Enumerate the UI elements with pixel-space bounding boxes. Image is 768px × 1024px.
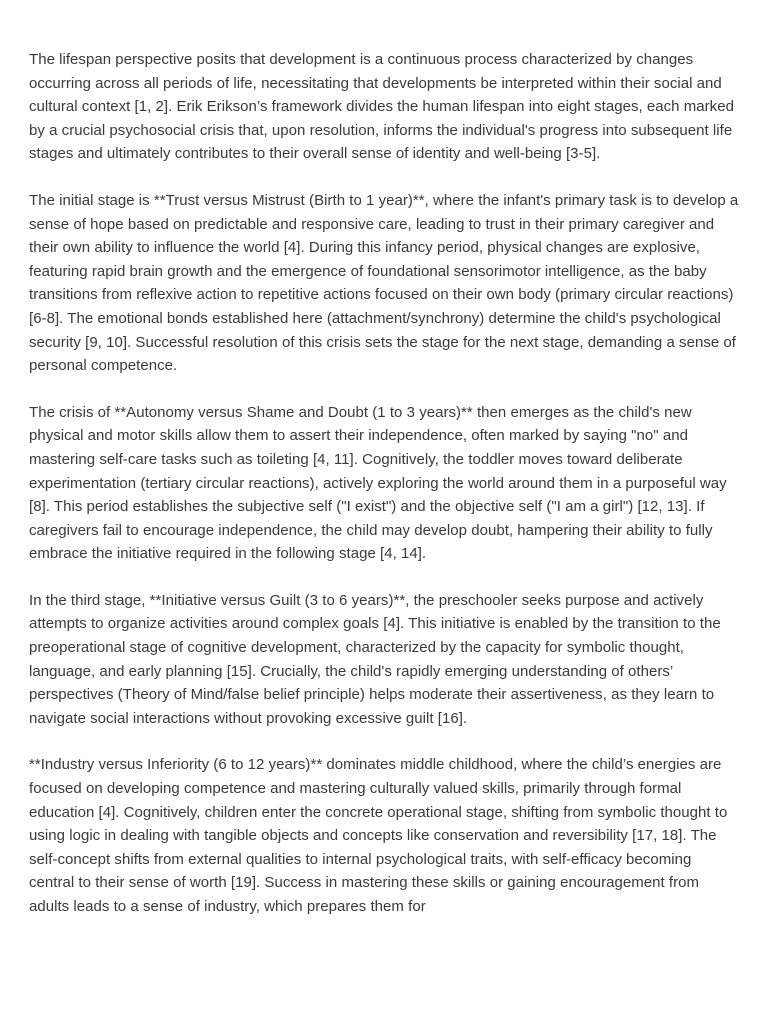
paragraph-intro: The lifespan perspective posits that development is a continuous process characterized by changes occurring across all periods of life, necessitating that developments be interpreted within their social and cultural context [1, 2]. Erik Erikson’s framework divides the human lifespan into eight stages, each marked by a crucial psychosocial crisis that, upon resolution, informs the individual's progress into subsequent life stages and ultimately contributes to their overall sense of identity and well-being [3-5]. [29, 51, 734, 163]
paragraph-trust-vs-mistrust: The initial stage is **Trust versus Mistrust (Birth to 1 year)**, where the infant's primary task is to develop a sense of hope based on predictable and responsive care, leading to trust in their primary caregiver and their own ability to influence the world [4]. During this infancy period, physical changes are explosive, featuring rapid brain growth and the emergence of foundational sensorimotor intelligence, as the baby transitions from reflexive action to repetitive actions focused on their own body (primary circular reactions) [6-8]. The emotional bonds established here (attachment/synchrony) determine the child's psychological security [9, 10]. Successful resolution of this crisis sets the stage for the next stage, demanding a sense of personal competence. [29, 191, 739, 375]
paragraph-initiative-vs-guilt: In the third stage, **Initiative versus Guilt (3 to 6 years)**, the preschooler seeks purpose and actively attempts to organize activities around complex goals [4]. This initiative is enabled by the transition to the preoperational stage of cognitive development, characterized by the capacity for symbolic thought, language, and early planning [15]. Crucially, the child's rapidly emerging understanding of others’ perspectives (Theory of Mind/false belief principle) helps moderate their assertiveness, as they learn to navigate social interactions without provoking excessive guilt [16]. [29, 591, 721, 727]
paragraph-industry-vs-inferiority: **Industry versus Inferiority (6 to 12 years)** dominates middle childhood, where the child’s energies are focused on developing competence and mastering culturally valued skills, primarily through formal education [4]. Cognitively, children enter the concrete operational stage, shifting from symbolic thought to using logic in dealing with tangible objects and concepts like conservation and reversibility [17, 18]. The self-concept shifts from external qualities to internal psychological traits, with self-efficacy becoming central to their sense of worth [19]. Success in mastering these skills or gaining encouragement from adults leads to a sense of industry, which prepares them for [29, 756, 728, 915]
paragraph-autonomy-vs-shame: The crisis of **Autonomy versus Shame and Doubt (1 to 3 years)** then emerges as the child's new physical and motor skills allow them to assert their independence, often marked by saying "no" and mastering self-care tasks such as toileting [4, 11]. Cognitively, the toddler moves toward deliberate experimentation (tertiary circular reactions), actively exploring the world around them in a purposeful way [8]. This period establishes the subjective self ("I exist") and the objective self ("I am a girl") [12, 13]. If caregivers fail to encourage independence, the child may develop doubt, hampering their ability to fully embrace the initiative required in the following stage [4, 14]. [29, 403, 727, 563]
